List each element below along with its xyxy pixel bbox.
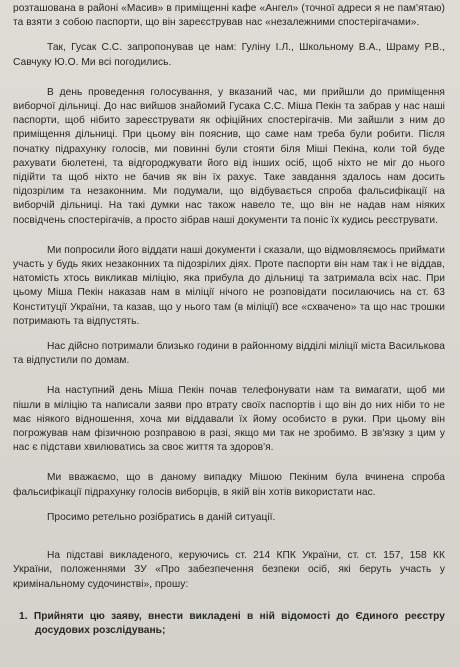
paragraph-conclusion: Ми вважаємо, що в даному випадку Мішою Пекіним була вчинена спроба фальсифікації підрахунку голосів виборців, в якій він хотів використати нас. [13, 472, 445, 498]
paragraph-refusal: Ми попросили його віддати наші документи і сказали, що відмовляємось приймати участь у будь яких незаконних та підозрілих діях. Проте паспорти він нам так і не віддав, натомість хтось викликав міліцію, яка прибула до дільниці та затримала всіх нас. При цьому Міша Пекін наказав нам в міліції нічого не розповідати посилаючись на ст. 63 Конституції України, та казав, що у нього там (в міліції) все «схвачено» та що нас трошки потримають та відпустять. [13, 244, 445, 327]
paragraph-voting-day: В день проведення голосування, у вказаний час, ми прийшли до приміщення виборчої дільниці. До нас вийшов знайомий Гусака С.С. Міша Пекін та забрав у нас наші паспорти, щоб нібито зареєструвати як офіційних спостерігачів. Ми зайшли з ним до приміщення дільниці. При цьому він пояснив, що саме нам треба були робити. Після початку підрахунку голосів, ми повинні були стояти біля Міші Пекіна, коли той буде рахувати бюлетені, та відгороджувати його від інших осіб, щоб ніхто не міг до нього підійти та щоб ніхто не бачив як він їх рахує. Таке завдання здалось нам досить підозрілим та незаконним. Ми подумали, що відбувається спроба фальсифікації на виборчій дільниці. На такі думки нас також навело те, що він не надав нам ніяких посвідчень спостерігачів, а просто зібрав наші документи та поніс їх кудись реєструвати. [13, 86, 445, 226]
paragraph-request: Просимо ретельно розібратись в даній ситуації. [47, 511, 276, 523]
paragraph-police-release: Нас дійсно потримали близько години в районному відділі міліції міста Василькова та відпустили по домам. [13, 341, 445, 367]
paragraph-legal-basis: На підставі викладеного, керуючись ст. 214 КПК України, ст. ст. 157, 158 КК України, положеннями ЗУ «Про забезпечення безпеки осіб, які беруть участь у кримінальному судочинстві», прошу: [13, 550, 445, 590]
paragraph-participants: Так, Гусак С.С. запропонував це нам: Гуліну І.Л., Школьному В.А., Шраму Р.В., Савчуку Ю.О. Ми всі погодились. [13, 42, 445, 68]
list-item: 1. Прийняти цю заяву, внести викладені в ній відомості до Єдиного реєстру досудових розслідувань; [19, 610, 445, 636]
paragraph-cafe-location: розташована в районі «Масив» в приміщенні кафе «Ангел» (точної адреси я не пам'ятаю) та взяти з собою паспорти, що він зареєстрував нас «незалежними спостерігачами». [13, 3, 445, 29]
paragraph-threats: На наступний день Міша Пекін почав телефонувати нам та вимагати, щоб ми пішли в міліцію та написали заяви про втрату своїх паспортів і що він до них ніби то не має ніякого відношення, хоча ми віддавали їх йому особисто в руки. При цьому він погрожував нам фізичною розправою в разі, якщо ми так не зробимо. В зв'язку з цим у нас є підстави хвилюватись за своє життя та здоров'я. [13, 385, 445, 454]
document-body [13, 2, 445, 638]
